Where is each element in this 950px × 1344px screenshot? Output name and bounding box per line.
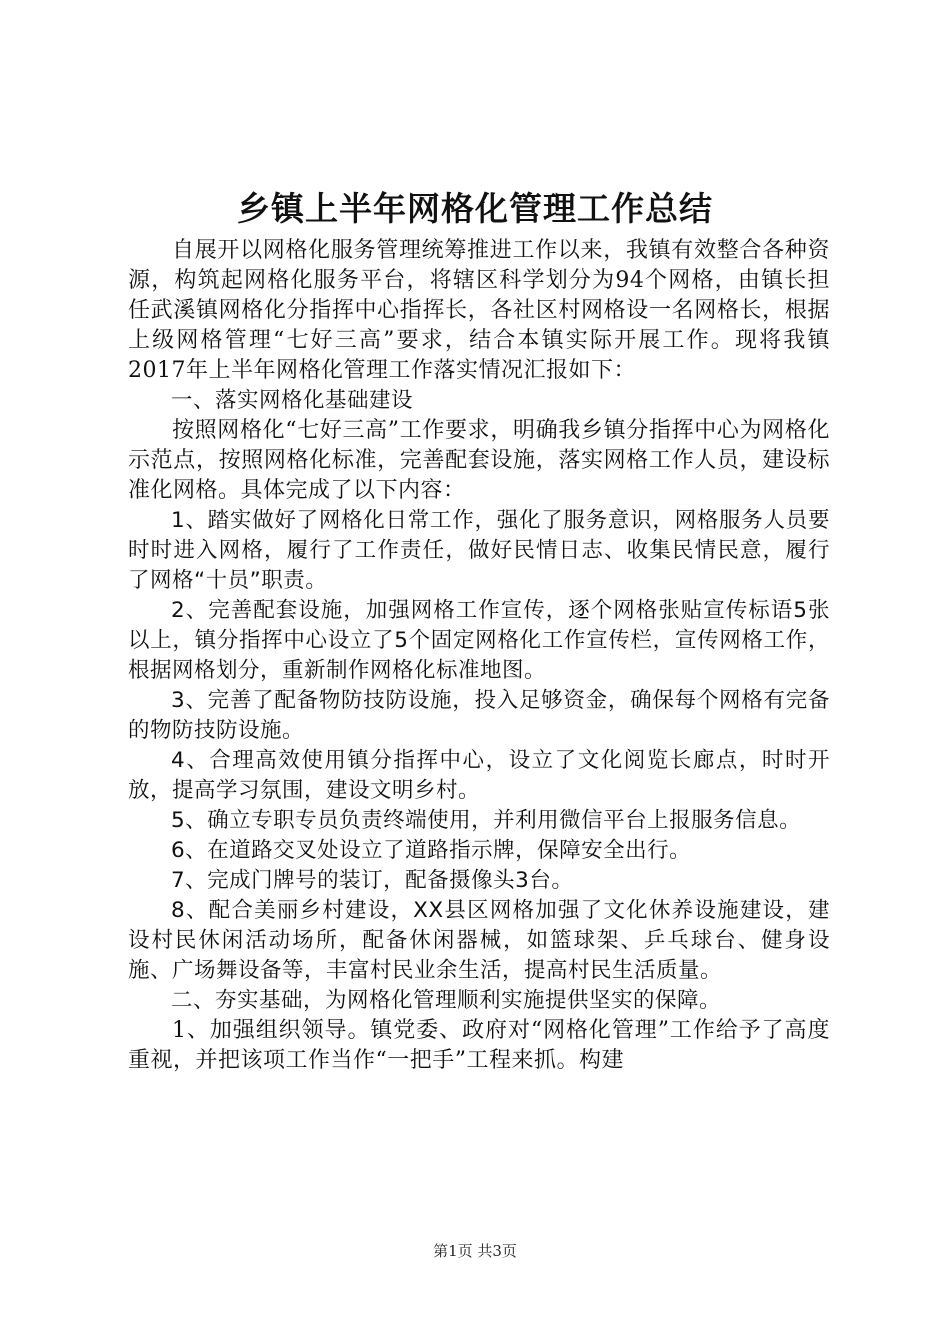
section-1-intro: 按照网格化“七好三高”工作要求，明确我乡镇分指挥中心为网格化示范点，按照网格化标准，完善配套设施，落实网格工作人员，建设标准化网格。具体完成了以下内容：	[128, 418, 830, 503]
intro-paragraph: 自展开以网格化服务管理统筹推进工作以来，我镇有效整合各种资源，构筑起网格化服务平台，将辖区科学划分为94个网格，由镇长担任武溪镇网格化分指挥中心指挥长，各社区村网格设一名网格长，根据上级网格管理“七好三高”要求，结合本镇实际开展工作。现将我镇2017年上半年网格化管理工作落实情况汇报如下：	[128, 238, 830, 383]
section-2-item-1: 1、加强组织领导。镇党委、政府对“网格化管理”工作给予了高度重视，并把该项工作当作“一把手”工程来抓。构建	[128, 1018, 830, 1073]
list-item-5: 5、确立专职专员负责终端使用，并利用微信平台上报服务信息。	[171, 808, 802, 833]
list-item-2: 2、完善配套设施，加强网格工作宣传，逐个网格张贴宣传标语5张以上，镇分指挥中心设立了5个固定网格化工作宣传栏，宣传网格工作，根据网格划分，重新制作网格化标准地图。	[128, 598, 830, 683]
section-heading-2: 二、夯实基础，为网格化管理顺利实施提供坚实的保障。	[171, 988, 722, 1013]
list-item-1: 1、踏实做好了网格化日常工作，强化了服务意识，网格服务人员要时时进入网格，履行了工作责任，做好民情日志、收集民情民意，履行了网格“十员”职责。	[128, 508, 830, 593]
section-heading-1: 一、落实网格化基础建设	[171, 388, 414, 413]
page-footer: 第1页 共3页	[433, 1242, 517, 1260]
list-item-4: 4、合理高效使用镇分指挥中心，设立了文化阅览长廊点，时时开放，提高学习氛围，建设文明乡村。	[128, 748, 830, 803]
document-title: 乡镇上半年网格化管理工作总结	[237, 189, 713, 228]
list-item-3: 3、完善了配备物防技防设施，投入足够资金，确保每个网格有完备的物防技防设施。	[128, 688, 830, 743]
list-item-7: 7、完成门牌号的装订，配备摄像头3台。	[171, 868, 574, 893]
document-body	[128, 236, 830, 1076]
list-item-6: 6、在道路交叉处设立了道路指示牌，保障安全出行。	[171, 838, 692, 863]
list-item-8: 8、配合美丽乡村建设，XX县区网格加强了文化休养设施建设，建设村民休闲活动场所，配备休闲器械，如篮球架、乒乓球台、健身设施、广场舞设备等，丰富村民业余生活，提高村民生活质量。	[128, 898, 830, 983]
